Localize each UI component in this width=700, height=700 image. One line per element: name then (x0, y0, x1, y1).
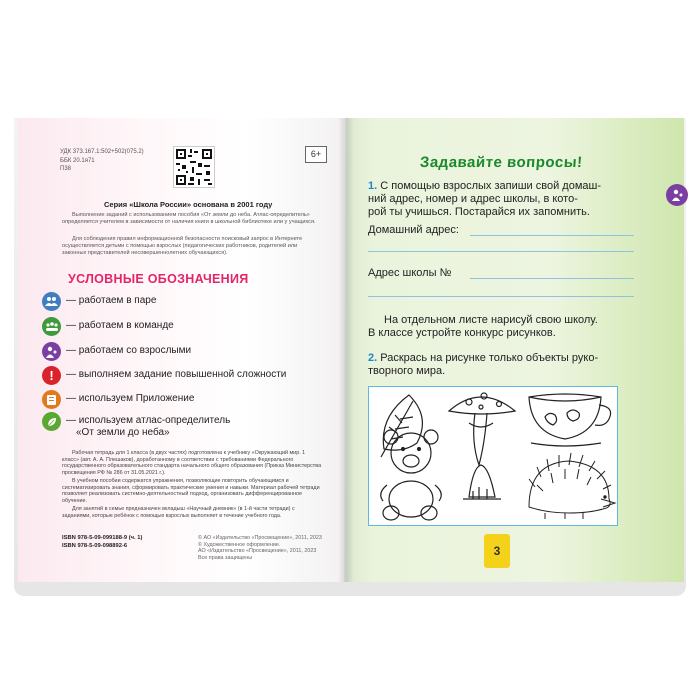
catalog-meta (60, 148, 144, 174)
copyright-line: © Художественное оформление. (198, 541, 281, 548)
legend-text: — выполняем задание повышенной сложности (66, 369, 287, 380)
legend-item (42, 342, 191, 362)
coloring-illustration (368, 386, 618, 526)
isbn-line: ISBN 978-5-09-099188-9 (ч. 1) (62, 535, 143, 541)
legend-item (42, 292, 156, 312)
legend-text: — используем атлас-определитель (66, 415, 231, 426)
school-address-label: Адрес школы № (368, 267, 452, 279)
adults-work-icon (42, 342, 61, 361)
book-spine (338, 118, 354, 582)
copyright-line: Все права защищены (198, 554, 253, 561)
meta-line: УДК 373.167.1:502+502(075.2) (60, 149, 144, 155)
copyright-line: © АО «Издательство «Просвещение», 2011, 2023 (198, 535, 322, 541)
team-work-icon (42, 317, 61, 336)
drawing-task-text (368, 314, 598, 340)
teddy-bear-drawing (381, 430, 442, 520)
school-address-line[interactable] (368, 296, 634, 297)
task-line: рой ты учишься. Постарайся их запомнить. (368, 206, 590, 218)
home-address-line[interactable] (470, 235, 634, 236)
task-number: 1. (368, 180, 378, 192)
legend-text: «От земли до неба» (76, 427, 170, 438)
mushroom-drawing (449, 393, 515, 499)
meta-line: ББК 20.1я71 (60, 157, 95, 164)
page-title: Задавайте вопросы! (419, 154, 584, 171)
task-line: Раскрась на рисунке только объекты руко- (377, 352, 599, 364)
legend-item (42, 390, 194, 410)
teacup-drawing (529, 394, 611, 446)
task-number: 2. (368, 352, 378, 364)
legend-item (42, 412, 230, 442)
copyright-block (198, 535, 338, 561)
legend-item (42, 317, 174, 337)
workbook-description: Для занятий в семье предназначен вкладыш «Научный дневник» (в 1-й части тетради) с заданиями, которые ребёнок с помощью взрослых выполняет в течение учебного года. (62, 506, 295, 519)
age-rating-badge: 6+ (305, 146, 327, 163)
task-1-text (368, 180, 601, 219)
home-address-label: Домашний адрес: (368, 224, 459, 236)
qr-code-icon (173, 146, 215, 188)
task-2-text (368, 352, 598, 378)
legend-text: — работаем в команде (66, 320, 174, 331)
school-address-line[interactable] (470, 278, 634, 279)
legend-text: — работаем со взрослыми (66, 345, 192, 356)
leaf-atlas-icon (42, 412, 61, 431)
legend-item (42, 366, 286, 386)
exclamation-icon: ! (42, 366, 61, 385)
task-line: На отдельном листе нарисуй свою школу. (384, 314, 598, 326)
task-line: В классе устройте конкурс рисунков. (368, 327, 556, 339)
legend-title: УСЛОВНЫЕ ОБОЗНАЧЕНИЯ (68, 272, 249, 286)
series-line: Серия «Школа России» основана в 2001 году (104, 200, 273, 209)
legend-text: — работаем в паре (66, 295, 157, 306)
isbn-line: ISBN 978-5-09-098892-6 (62, 543, 128, 549)
legend-text: — используем Приложение (66, 393, 195, 404)
copyright-line: АО «Издательство «Просвещение», 2011, 2023 (198, 548, 317, 555)
workbook-description: Рабочая тетрадь для 1 класса (в двух частях) подготовлена к учебнику «Окружающий мир. 1 класс» (авт. А. А. Плешаков), доработанному в соответствии с требованиями Федерального государственного образовательного стандарта начального общего образования (Приказ Министерства просвещения РФ № 286 от 31.05.2021 г.). (62, 450, 322, 476)
intro-paragraph: Для соблюдения правил информационной безопасности поисковый запрос в Интернете осуществляется детьми с помощью взрослых (педагогических работников, родителей или законных представителей несовершеннолетних обучающихся). (62, 236, 303, 257)
task-line: ний адрес, номер и адрес школы, в кото- (368, 193, 578, 205)
pair-work-icon (42, 292, 61, 311)
adults-work-icon (666, 184, 688, 206)
home-address-line[interactable] (368, 251, 634, 252)
appendix-icon (42, 390, 61, 409)
page-number: 3 (484, 534, 510, 568)
hedgehog-drawing (529, 453, 615, 519)
task-line: С помощью взрослых запиши свой домаш- (377, 180, 601, 192)
intro-paragraph: Выполнение заданий с использованием пособия «От земли до неба. Атлас-определитель» определяется учителем в зависимости от наличия книги в школьной библиотеке или у учащихся. (62, 212, 316, 226)
task-line: творного мира. (368, 365, 446, 377)
meta-line: П38 (60, 166, 71, 172)
workbook-description: В учебном пособии содержатся упражнения, позволяющие повторить обучающимся и систематизировать знания, сформировать практические умения и навыки. Материал рабочей тетради позволяет реализовать системно-деятельностный подход, организовать дифференцированное обучение. (62, 478, 320, 504)
